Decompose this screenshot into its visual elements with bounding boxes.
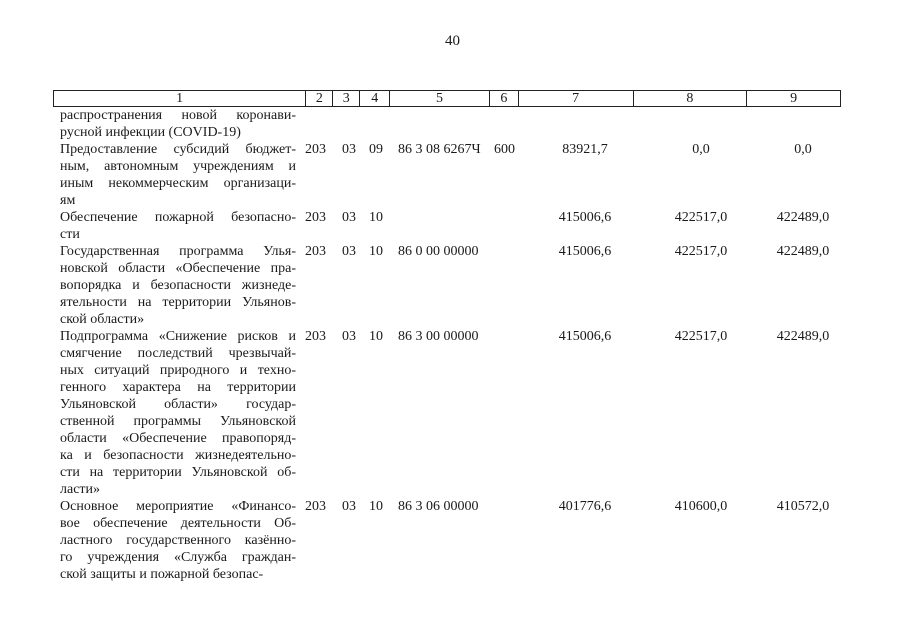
row-name-line: ственной программы Ульяновской (60, 414, 296, 429)
row-name (60, 328, 840, 498)
cell-col-3: 03 (342, 210, 356, 225)
cell-col-4: 09 (369, 142, 383, 157)
cell-col-8: 422517,0 (674, 210, 728, 225)
row-name-line: распространения новой коронави- (60, 108, 296, 123)
cell-col-9: 410572,0 (776, 499, 830, 514)
cell-col-2: 203 (305, 142, 326, 157)
row-name-line: сти на территории Ульяновской об- (60, 465, 296, 480)
table-body (60, 107, 840, 583)
table-row (60, 141, 840, 209)
cell-col-2: 203 (305, 210, 326, 225)
cell-col-5: 86 0 00 00000 (398, 244, 479, 259)
cell-col-8: 0,0 (692, 142, 710, 157)
cell-col-3: 03 (342, 244, 356, 259)
header-col-1: 1 (54, 91, 306, 106)
cell-col-6: 600 (494, 142, 515, 157)
cell-col-9: 422489,0 (776, 244, 830, 259)
table-row (60, 209, 840, 243)
cell-col-2: 203 (305, 499, 326, 514)
row-name-line: сти (60, 227, 80, 242)
header-col-2: 2 (306, 91, 333, 106)
page-number: 40 (445, 33, 460, 49)
table-row (60, 498, 840, 583)
row-name-line: Государственная программа Улья- (60, 244, 296, 259)
row-name-line: Основное мероприятие «Финансо- (60, 499, 296, 514)
row-name-line: ской области» (60, 312, 145, 327)
cell-col-7: 415006,6 (558, 329, 612, 344)
table-row (60, 243, 840, 328)
cell-col-4: 10 (369, 329, 383, 344)
cell-col-8: 422517,0 (674, 244, 728, 259)
table-row (60, 107, 840, 141)
cell-col-5: 86 3 06 00000 (398, 499, 479, 514)
row-name-line: Ульяновской области» государ- (60, 397, 296, 412)
cell-col-9: 0,0 (794, 142, 812, 157)
row-name-line: новской области «Обеспечение пра- (60, 261, 296, 276)
cell-col-9: 422489,0 (776, 210, 830, 225)
row-name-line: го учреждения «Служба граждан- (60, 550, 296, 565)
cell-col-7: 415006,6 (558, 210, 612, 225)
header-col-3: 3 (333, 91, 360, 106)
cell-col-3: 03 (342, 499, 356, 514)
row-name-line: генного характера на территории (60, 380, 296, 395)
header-col-5: 5 (390, 91, 490, 106)
cell-col-5: 86 3 00 00000 (398, 329, 479, 344)
row-name-line: ской защиты и пожарной безопас- (60, 567, 264, 582)
row-name-line: области «Обеспечение правопоряд- (60, 431, 296, 446)
row-name-line: ласти» (60, 482, 101, 497)
header-col-8: 8 (634, 91, 748, 106)
cell-col-7: 401776,6 (558, 499, 612, 514)
header-col-7: 7 (519, 91, 634, 106)
cell-col-9: 422489,0 (776, 329, 830, 344)
row-name-line: ных ситуаций природного и техно- (60, 363, 296, 378)
cell-col-2: 203 (305, 329, 326, 344)
header-col-9: 9 (790, 91, 798, 106)
row-name-line: ластного государственного казённо- (60, 533, 296, 548)
cell-col-7: 415006,6 (558, 244, 612, 259)
row-name-line: смягчение последствий чрезвычай- (60, 346, 296, 361)
header-col-6: 6 (490, 91, 519, 106)
cell-col-3: 03 (342, 329, 356, 344)
table-header-row (53, 90, 841, 107)
row-name-line: вопорядка и безопасности жизнеде- (60, 278, 296, 293)
row-name-line: ям (60, 193, 76, 208)
cell-col-4: 10 (369, 210, 383, 225)
row-name-line: вое обеспечение деятельности Об- (60, 516, 296, 531)
cell-col-8: 422517,0 (674, 329, 728, 344)
header-col-4: 4 (360, 91, 390, 106)
cell-col-5: 86 3 08 6267Ч (398, 142, 481, 157)
row-name-line: русной инфекции (COVID-19) (60, 125, 241, 140)
cell-col-4: 10 (369, 499, 383, 514)
table-row (60, 328, 840, 498)
cell-col-8: 410600,0 (674, 499, 728, 514)
row-name-line: Предоставление субсидий бюджет- (60, 142, 296, 157)
row-name-line: ным, автономным учреждениям и (60, 159, 296, 174)
cell-col-4: 10 (369, 244, 383, 259)
row-name-line: Подпрограмма «Снижение рисков и (60, 329, 296, 344)
cell-col-3: 03 (342, 142, 356, 157)
row-name-line: Обеспечение пожарной безопасно- (60, 210, 296, 225)
cell-col-7: 83921,7 (562, 142, 608, 157)
cell-col-2: 203 (305, 244, 326, 259)
row-name (60, 107, 840, 141)
row-name-line: иным некоммерческим организаци- (60, 176, 296, 191)
row-name-line: ка и безопасности жизнедеятельно- (60, 448, 296, 463)
row-name-line: ятельности на территории Ульянов- (60, 295, 296, 310)
